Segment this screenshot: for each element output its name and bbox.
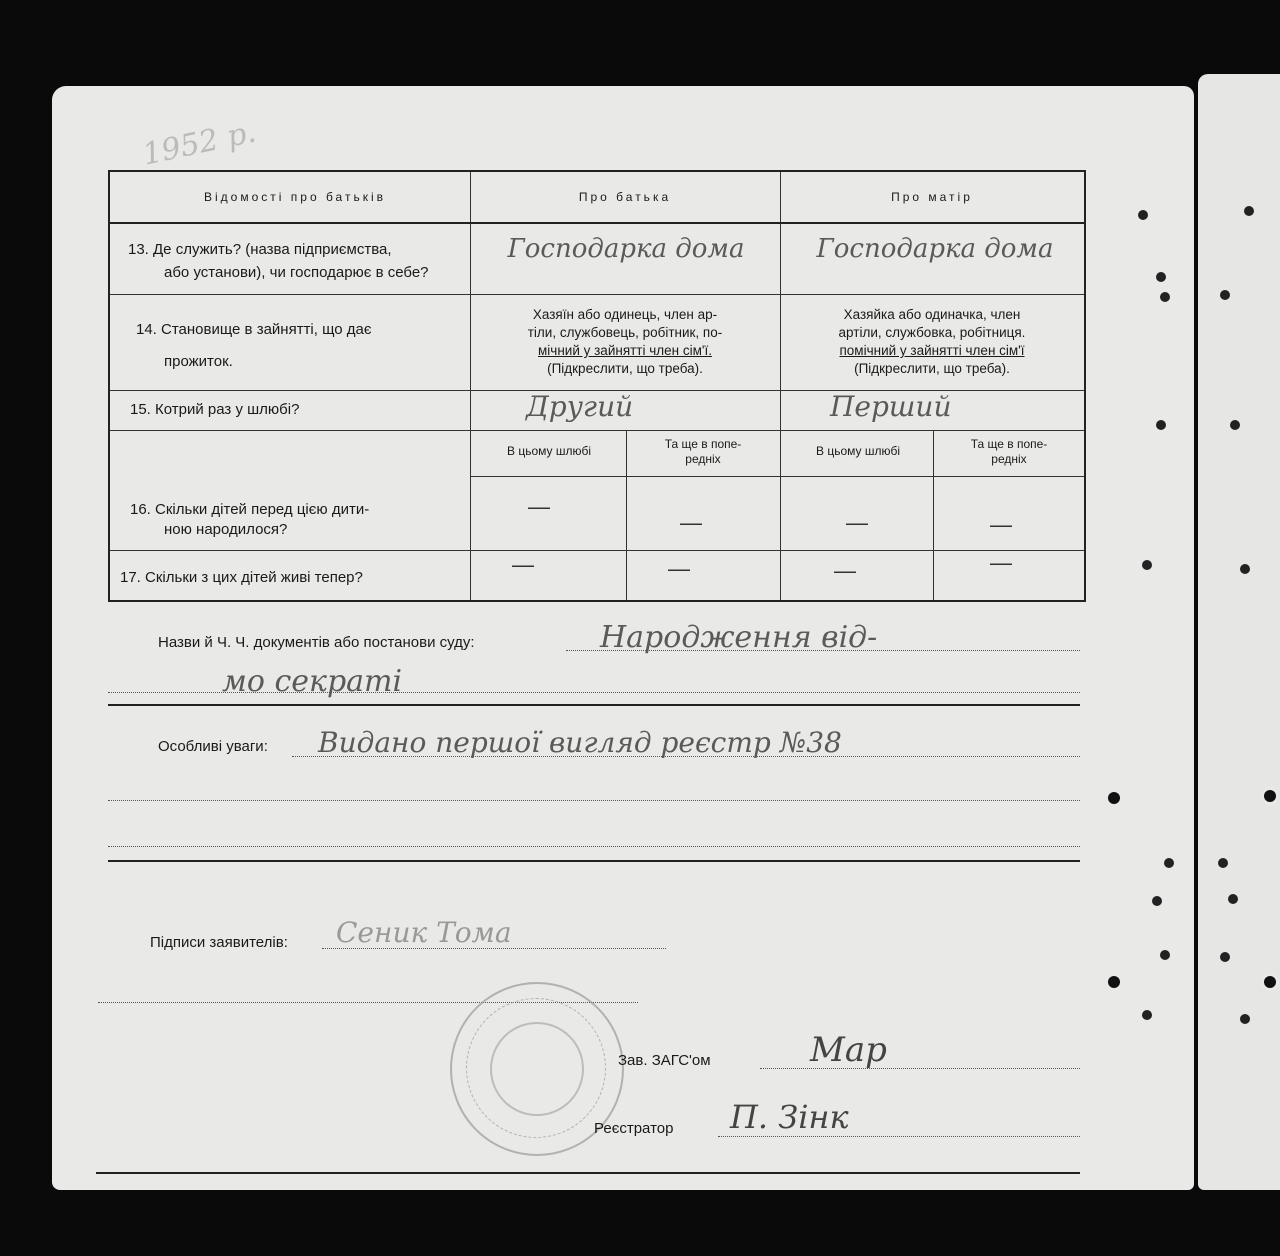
father-sub-previous-line2: редніх — [685, 452, 721, 466]
binding-hole — [1240, 1014, 1250, 1024]
binding-hole — [1108, 792, 1120, 804]
mother-sub-this-marriage: В цьому шлюбі — [815, 444, 901, 458]
binding-hole — [1138, 210, 1148, 220]
binding-hole — [1240, 564, 1250, 574]
signatures-label: Підписи заявителів: — [150, 934, 288, 951]
adjacent-page-edge — [1198, 74, 1280, 1190]
binding-hole — [1156, 272, 1166, 282]
father-sub-this-marriage: В цьому шлюбі — [506, 444, 592, 458]
mother-status-opt4: (Підкреслити, що треба). — [854, 361, 1010, 376]
father-sub-previous-line1: Та ще в попе- — [664, 437, 742, 451]
notes-value: Видано першої вигляд реєстр №38 — [318, 726, 842, 759]
r17-mother-this: — — [834, 558, 856, 583]
binding-hole — [1220, 952, 1230, 962]
binding-hole — [1264, 976, 1276, 988]
header-parents-info: Відомості про батьків — [204, 190, 386, 204]
registrar-signature: П. Зінк — [730, 1098, 849, 1136]
r16-mother-this: — — [846, 510, 868, 535]
binding-hole — [1244, 206, 1254, 216]
father-status-opt3: мічний у зайнятті член сім'ї. — [538, 343, 712, 358]
zags-head-signature: Мар — [810, 1030, 887, 1070]
binding-hole — [1264, 790, 1276, 802]
header-father: Про батька — [578, 190, 672, 204]
registrar-label: Реєстратор — [594, 1120, 674, 1137]
father-marriage-count: Другий — [526, 390, 634, 423]
signatures-value: Сеник Тома — [336, 916, 512, 949]
binding-hole — [1142, 560, 1152, 570]
q13-line1: 13. Де служить? (назва підприємства, — [128, 241, 392, 258]
mother-sub-previous-line2: редніх — [991, 452, 1027, 466]
binding-hole — [1160, 950, 1170, 960]
father-status-opt1: Хазяїн або одинець, член ар- — [532, 307, 718, 322]
q14-line1: 14. Становище в зайнятті, що дає — [136, 321, 372, 338]
binding-hole — [1152, 896, 1162, 906]
notes-label: Особливі уваги: — [158, 738, 268, 755]
mother-status-opt2: артіли, службовка, робітниця. — [838, 325, 1026, 340]
margin-year-note: 1952 р. — [139, 114, 260, 173]
q13-line2: або установи), чи господарює в себе? — [164, 264, 429, 281]
q17: 17. Скільки з цих дітей живі тепер? — [120, 569, 363, 586]
documents-value-line1: Народження від- — [600, 620, 878, 655]
binding-hole — [1220, 290, 1230, 300]
r16-father-prev: — — [680, 510, 702, 535]
binding-hole — [1108, 976, 1120, 988]
r17-father-this: — — [512, 552, 534, 577]
r17-mother-prev: — — [990, 550, 1012, 575]
binding-hole — [1142, 1010, 1152, 1020]
header-mother: Про матір — [891, 190, 973, 204]
binding-hole — [1164, 858, 1174, 868]
q16-line1: 16. Скільки дітей перед цією дити- — [130, 501, 370, 518]
binding-hole — [1156, 420, 1166, 430]
mother-status-opt3: помічний у зайнятті член сім'ї — [839, 343, 1025, 358]
documents-label: Назви й Ч. Ч. документів або постанови суду: — [158, 634, 475, 651]
binding-hole — [1160, 292, 1170, 302]
mother-marriage-count: Перший — [830, 390, 952, 423]
binding-hole — [1218, 858, 1228, 868]
father-occupation: Господарка дома — [507, 234, 745, 264]
r16-mother-prev: — — [990, 512, 1012, 537]
mother-status-opt1: Хазяйка або одиначка, член — [843, 307, 1021, 322]
binding-hole — [1228, 894, 1238, 904]
mother-sub-previous-line1: Та ще в попе- — [970, 437, 1048, 451]
q16-line2: ною народилося? — [164, 521, 288, 538]
mother-occupation: Господарка дома — [816, 234, 1054, 264]
zags-head-label: Зав. ЗАГС'ом — [618, 1052, 711, 1069]
father-status-opt2: тіли, службовець, робітник, по- — [527, 325, 723, 340]
documents-value-line2: мо секраті — [222, 664, 403, 699]
father-status-opt4: (Підкреслити, що треба). — [547, 361, 703, 376]
q14-line2: прожиток. — [164, 353, 233, 370]
binding-hole — [1230, 420, 1240, 430]
r17-father-prev: — — [668, 556, 690, 581]
q15: 15. Котрий раз у шлюбі? — [130, 401, 300, 418]
r16-father-this: — — [528, 494, 550, 519]
